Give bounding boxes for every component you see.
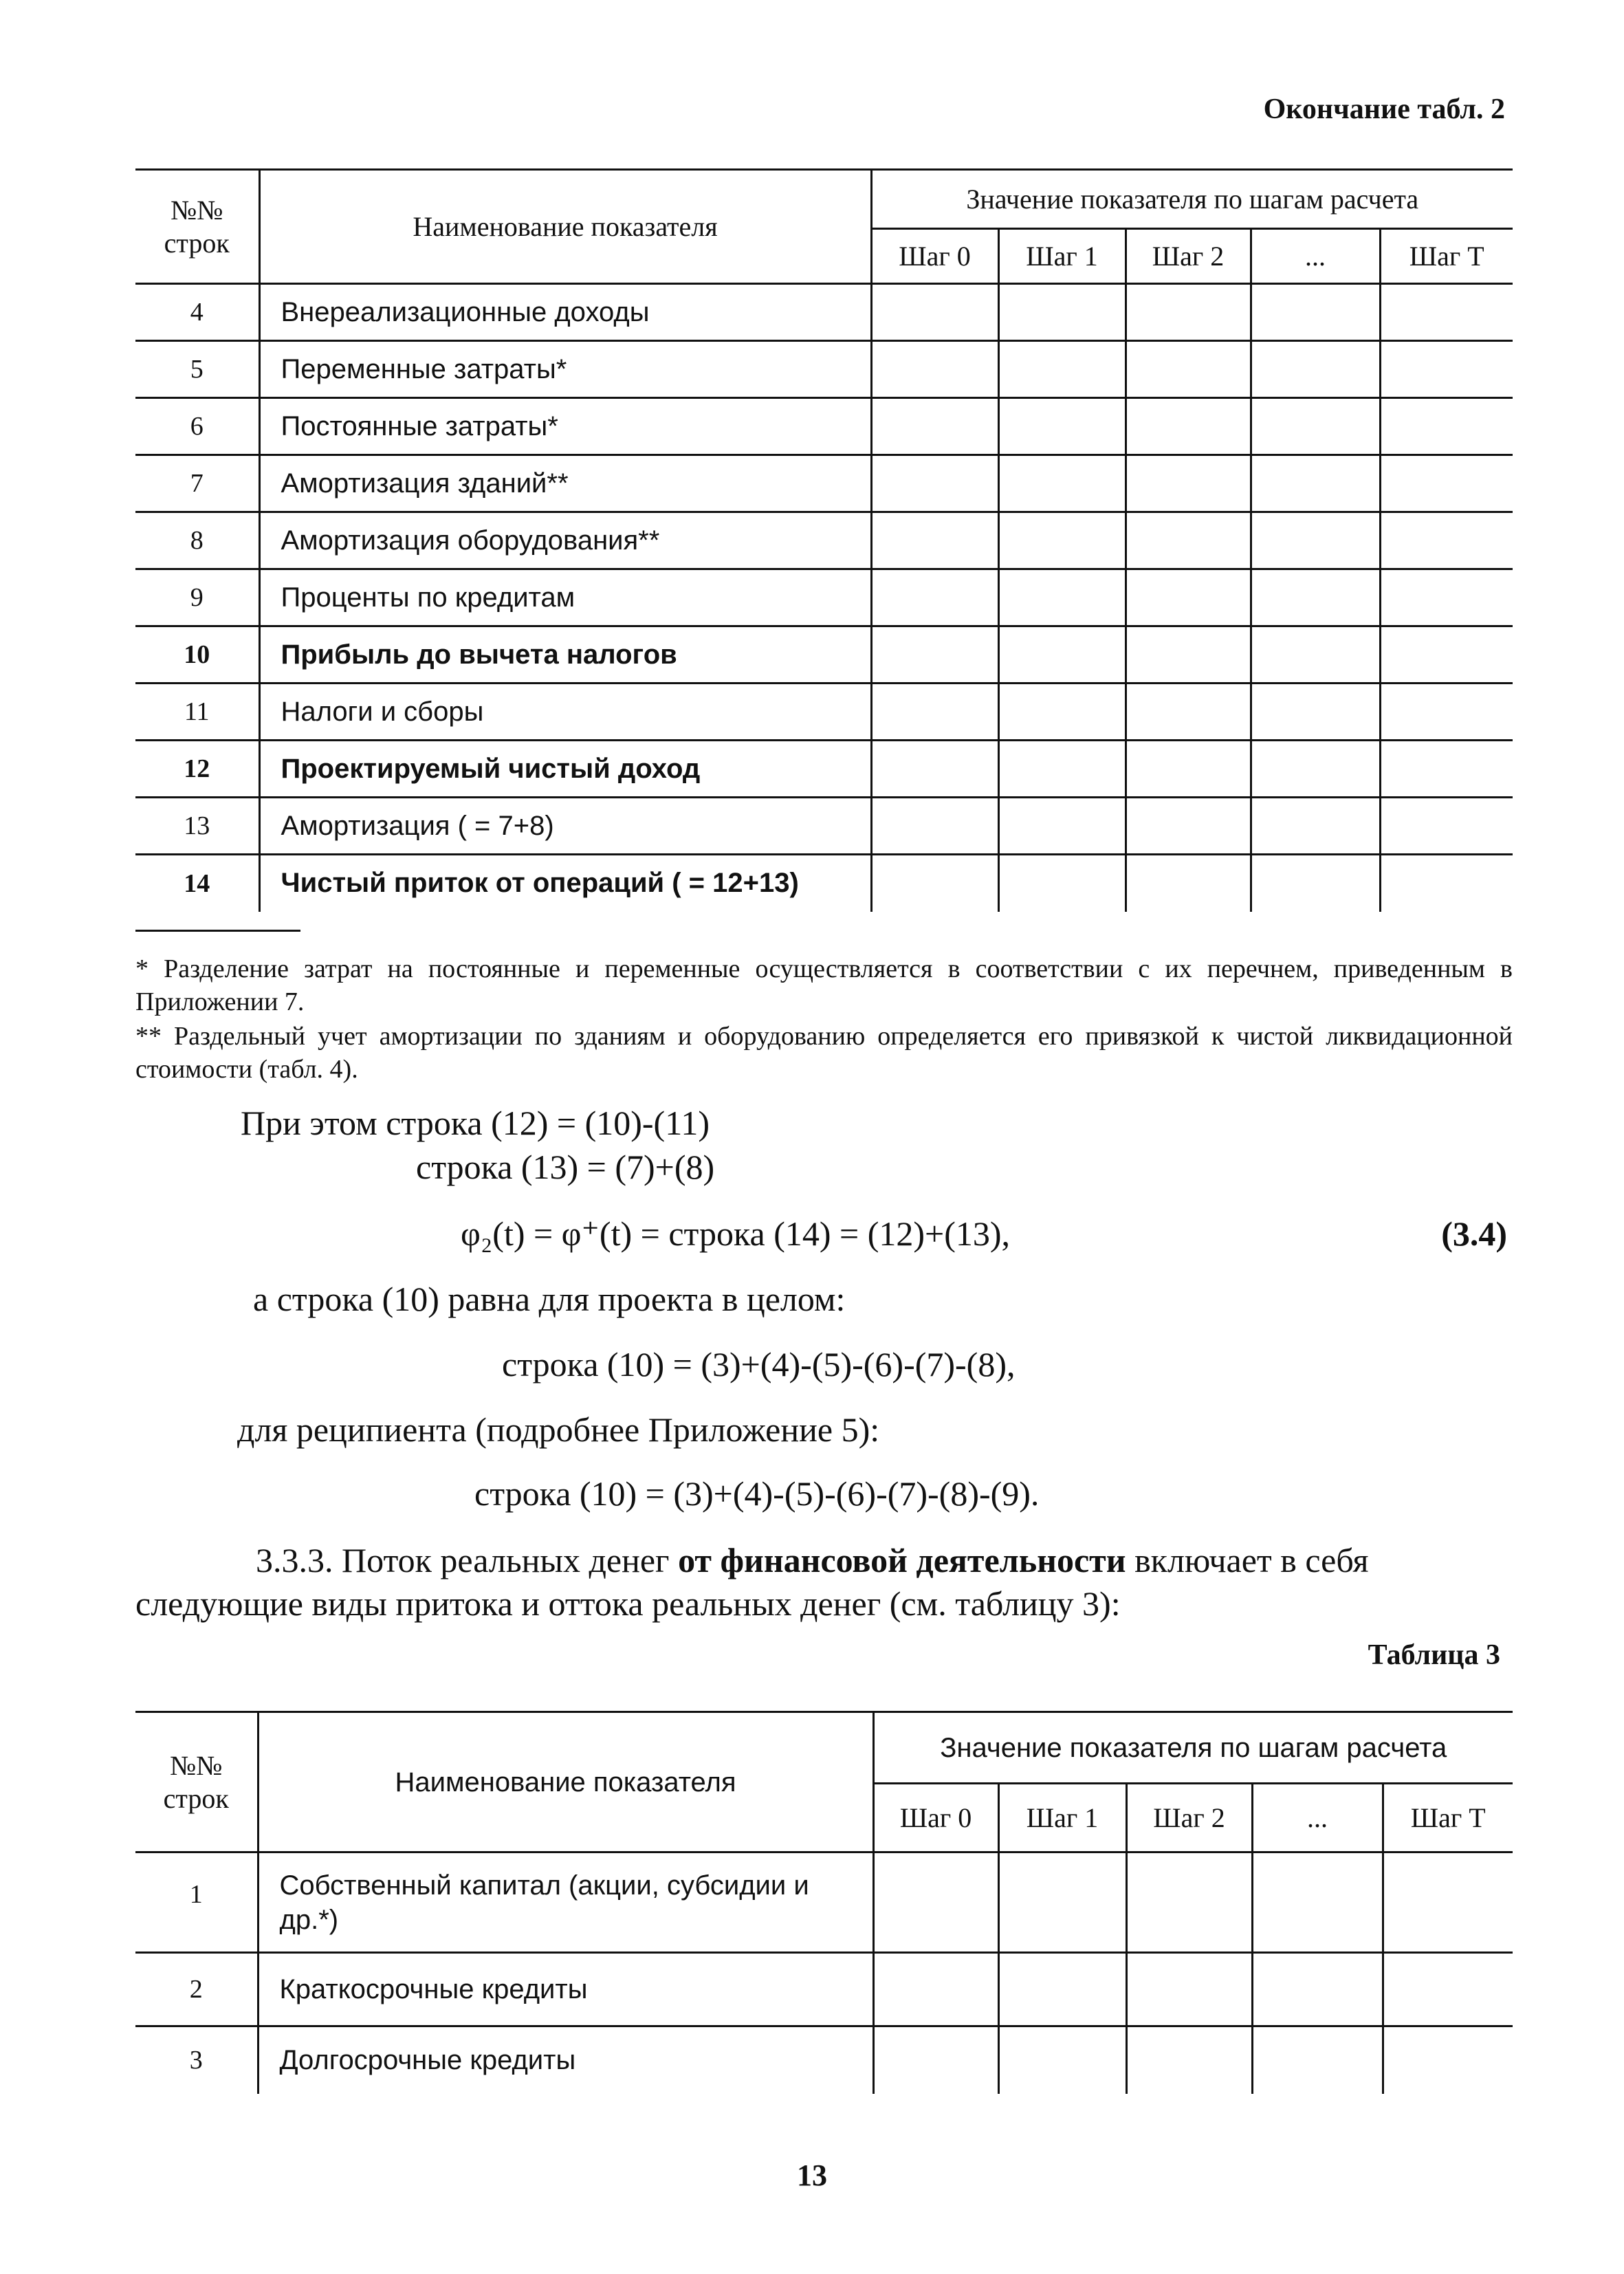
table-row bbox=[135, 2026, 1513, 2094]
formula-3-4: φ₂(t) = φ⁺(t) = строка (14) = (12)+(13), bbox=[461, 1214, 1010, 1253]
table-row bbox=[135, 398, 1513, 455]
table-row bbox=[135, 341, 1513, 398]
table-3-step: Шаг T bbox=[1383, 1784, 1513, 1852]
table-3-header-no: №№ строк bbox=[135, 1712, 258, 1852]
row-name: Амортизация зданий** bbox=[259, 455, 871, 512]
row-name: Налоги и сборы bbox=[259, 684, 871, 741]
table-3-step: Шаг 0 bbox=[873, 1784, 998, 1852]
paragraph-part-bold: от финансовой деятельности bbox=[678, 1541, 1126, 1579]
table-2-step: Шаг 0 bbox=[871, 229, 998, 284]
row-name: Проценты по кредитам bbox=[259, 569, 871, 626]
row-name: Собственный капитал (акции, субсидии и др.*) bbox=[258, 1852, 873, 1953]
text-line-4: строка (10) = (3)+(4)-(5)-(6)-(7)-(8), bbox=[502, 1345, 1016, 1384]
table-row bbox=[135, 1953, 1513, 2026]
row-name: Чистый приток от операций ( = 12+13) bbox=[259, 855, 871, 912]
text-line-6: строка (10) = (3)+(4)-(5)-(6)-(7)-(8)-(9). bbox=[474, 1474, 1040, 1513]
row-number: 7 bbox=[135, 455, 259, 512]
paragraph-part-c: включает в себя bbox=[1126, 1541, 1369, 1579]
row-number: 12 bbox=[135, 741, 259, 798]
table-3-step: Шаг 1 bbox=[998, 1784, 1126, 1852]
formula-number: (3.4) bbox=[1441, 1214, 1507, 1253]
row-name: Прибыль до вычета налогов bbox=[259, 626, 871, 684]
row-number: 13 bbox=[135, 798, 259, 855]
row-name: Амортизация оборудования** bbox=[259, 512, 871, 569]
text-line-3: а строка (10) равна для проекта в целом: bbox=[253, 1280, 846, 1318]
row-name: Постоянные затраты* bbox=[259, 398, 871, 455]
table-3-caption: Таблица 3 bbox=[1368, 1639, 1500, 1671]
continuation-caption: Окончание табл. 2 bbox=[1263, 94, 1505, 125]
row-name: Проектируемый чистый доход bbox=[259, 741, 871, 798]
table-row bbox=[135, 855, 1513, 912]
text-line-5: для реципиента (подробнее Приложение 5): bbox=[237, 1410, 880, 1449]
table-2 bbox=[135, 168, 1513, 912]
row-name: Амортизация ( = 7+8) bbox=[259, 798, 871, 855]
table-2-step: Шаг 2 bbox=[1126, 229, 1251, 284]
row-number: 4 bbox=[135, 284, 259, 341]
table-2-step: Шаг T bbox=[1380, 229, 1513, 284]
row-number: 11 bbox=[135, 684, 259, 741]
row-number: 9 bbox=[135, 569, 259, 626]
table-row bbox=[135, 512, 1513, 569]
table-2-header-no: №№ строк bbox=[135, 170, 259, 284]
row-name: Внереализационные доходы bbox=[259, 284, 871, 341]
table-2-step: ... bbox=[1251, 229, 1380, 284]
paragraph-3-3-3 bbox=[256, 1540, 1369, 1580]
table-row bbox=[135, 741, 1513, 798]
table-row bbox=[135, 1852, 1513, 1953]
table-2-header-name: Наименование показателя bbox=[259, 170, 871, 284]
row-name: Переменные затраты* bbox=[259, 341, 871, 398]
page-number: 13 bbox=[797, 2158, 827, 2192]
table-3-step: Шаг 2 bbox=[1126, 1784, 1252, 1852]
row-number: 2 bbox=[135, 1953, 258, 2026]
table-3 bbox=[135, 1711, 1513, 2094]
text-line-1: При этом строка (12) = (10)-(11) bbox=[241, 1104, 710, 1142]
table-3-header-name: Наименование показателя bbox=[258, 1712, 873, 1852]
paragraph-part-a: 3.3.3. Поток реальных денег bbox=[256, 1541, 679, 1579]
row-number: 1 bbox=[135, 1852, 258, 1953]
table-row bbox=[135, 284, 1513, 341]
table-2-header-values: Значение показателя по шагам расчета bbox=[871, 170, 1513, 229]
table-2-step: Шаг 1 bbox=[998, 229, 1126, 284]
footnote-rule bbox=[135, 930, 300, 932]
table-row bbox=[135, 569, 1513, 626]
row-number: 8 bbox=[135, 512, 259, 569]
row-number: 10 bbox=[135, 626, 259, 684]
table-row bbox=[135, 455, 1513, 512]
footnote-1: * Разделение затрат на постоянные и переменные осуществляется в соответствии с их перечнем, приведенным в Приложении 7. bbox=[135, 954, 1513, 1016]
row-number: 3 bbox=[135, 2026, 258, 2094]
table-3-header-values: Значение показателя по шагам расчета bbox=[873, 1712, 1513, 1784]
table-row bbox=[135, 684, 1513, 741]
table-3-step: ... bbox=[1252, 1784, 1383, 1852]
row-number: 14 bbox=[135, 855, 259, 912]
row-number: 5 bbox=[135, 341, 259, 398]
row-name: Долгосрочные кредиты bbox=[258, 2026, 873, 2094]
footnote-2: ** Раздельный учет амортизации по зданиям и оборудованию определяется его привязкой к чистой ликвидационной стоимости (табл. 4). bbox=[135, 1022, 1513, 1084]
text-line-2: строка (13) = (7)+(8) bbox=[416, 1148, 715, 1186]
table-row bbox=[135, 626, 1513, 684]
table-row bbox=[135, 798, 1513, 855]
paragraph-line-2: следующие виды притока и оттока реальных денег (см. таблицу 3): bbox=[135, 1584, 1121, 1623]
row-name: Краткосрочные кредиты bbox=[258, 1953, 873, 2026]
row-number: 6 bbox=[135, 398, 259, 455]
